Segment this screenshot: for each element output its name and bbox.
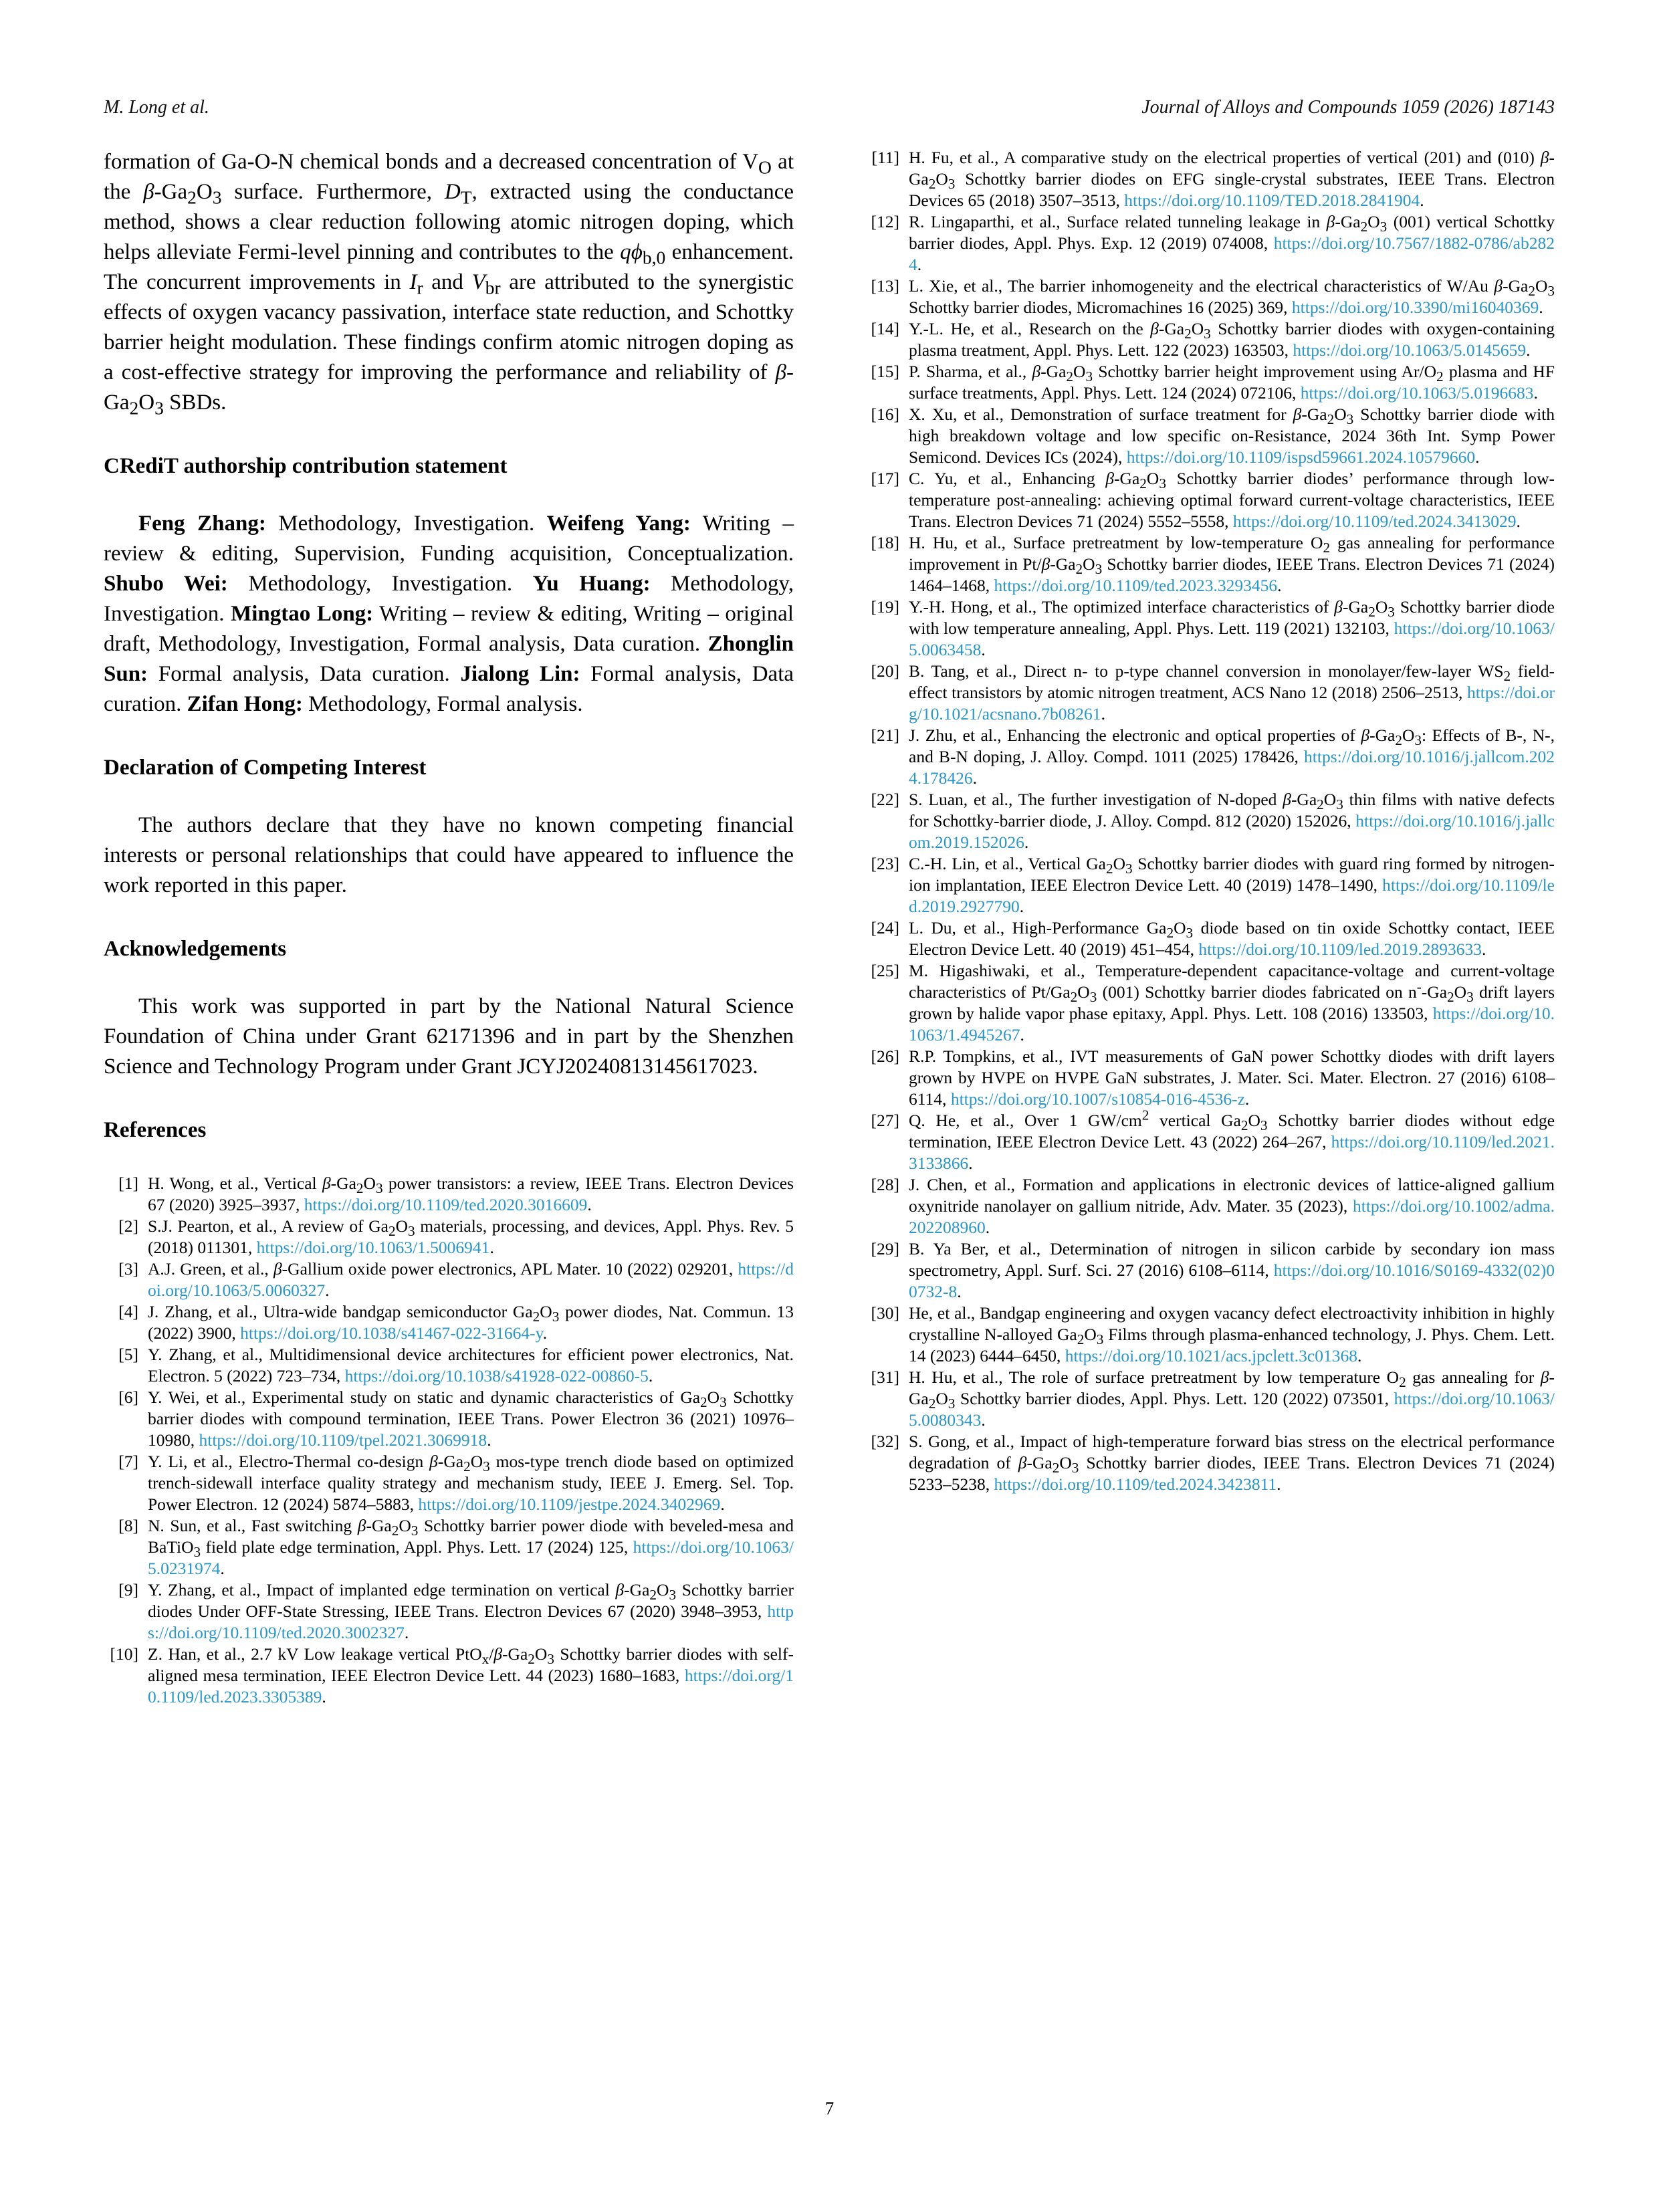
reference-text: Y.-H. Hong, et al., The optimized interface characteristics of $\beta-Ga_2O_3$ Schottky barrier diode with low temperature annealing, Appl. Phys. Lett. 119 (2021) 132103, https://doi.org/10.1063/5.0063458. [909, 597, 1555, 659]
reference-number: [17] [871, 469, 899, 488]
reference-item [865, 853, 1555, 917]
reference-item [865, 725, 1555, 789]
reference-text: R.P. Tompkins, et al., IVT measurements of GaN power Schottky diodes with drift layers grown by HVPE on HVPE GaN substrates, J. Mater. Sci. Mater. Electron. 27 (2016) 6108–6114, https://doi.org/10.1007/s10854-016-4536-z. [909, 1046, 1555, 1109]
reference-item [865, 361, 1555, 404]
reference-item [104, 1216, 794, 1258]
reference-number: [18] [871, 533, 899, 552]
reference-number: [6] [118, 1388, 138, 1407]
credit-section-body: Feng Zhang: Methodology, Investigation. Weifeng Yang: Writing – review & editing, Supervision, Funding acquisition, Conceptualization. Shubo Wei: Methodology, Investigation. Yu Huang: Methodology, Investigation. Mingtao Long: Writing – review & editing, Writing – original draft, Methodology, Investigation, Formal analysis, Data curation. Zhonglin Sun: Formal analysis, Data curation. Jialong Lin: Formal analysis, Data curation. Zifan Hong: Methodology, Formal analysis. [104, 512, 794, 716]
reference-item [104, 1387, 794, 1451]
doi-link[interactable]: https://doi.org/10.1109/led.2019.2927790 [909, 875, 1555, 916]
reference-number: [5] [118, 1345, 138, 1364]
doi-link[interactable]: https://doi.org/10.3390/mi16040369 [1291, 298, 1539, 317]
doi-link[interactable]: https://doi.org/10.1109/ted.2020.3016609 [304, 1195, 588, 1214]
reference-number: [28] [871, 1175, 899, 1194]
reference-item [865, 275, 1555, 318]
reference-text: Y. Zhang, et al., Impact of implanted edge termination on vertical $\beta-Ga_2O_3$ Schottky barrier diodes Under OFF-State Stressing, IEEE Trans. Electron Devices 67 (2020) 3948–3953, https://doi.org/10.1109/ted.2020.3002327. [148, 1580, 794, 1642]
doi-link[interactable]: https://doi.org/10.1007/s10854-016-4536-z [950, 1089, 1245, 1109]
declaration-section-body: The authors declare that they have no known competing financial interests or personal relationships that could have appeared to influence the work reported in this paper. [104, 813, 794, 897]
doi-link[interactable]: https://doi.org/10.1016/j.jallcom.2024.178426 [909, 747, 1555, 788]
reference-text: S. Gong, et al., Impact of high-temperature forward bias stress on the electrical performance degradation of $\beta-Ga_2O_3$ Schottky barrier diodes, IEEE Trans. Electron Devices 71 (2024) 5233–5238, https://doi.org/10.1109/ted.2024.3423811. [909, 1432, 1555, 1494]
reference-text: H. Fu, et al., A comparative study on the electrical properties of vertical (201) and (010) $\beta-Ga_2O_3$ Schottky barrier diodes on EFG single-crystal substrates, IEEE Trans. Electron Devices 65 (2018) 3507–3513, https://doi.org/10.1109/TED.2018.2841904. [909, 148, 1555, 210]
reference-item [865, 1431, 1555, 1495]
reference-item [865, 1107, 1555, 1174]
references-list-right [865, 147, 1555, 1495]
reference-text: L. Xie, et al., The barrier inhomogeneity and the electrical characteristics of W/Au $\beta-Ga_2O_3$ Schottky barrier diodes, Micromachines 16 (2025) 369, https://doi.org/10.3390/mi16040369. [909, 276, 1555, 317]
reference-text: H. Wong, et al., Vertical $\beta-Ga_2O_3$ power transistors: a review, IEEE Trans. Electron Devices 67 (2020) 3925–3937, https://doi.org/10.1109/ted.2020.3016609. [148, 1174, 794, 1214]
doi-link[interactable]: https://doi.org/10.1109/ted.2024.3423811 [994, 1474, 1277, 1494]
reference-text: C.-H. Lin, et al., Vertical $Ga_2O_3$ Schottky barrier diodes with guard ring formed by nitrogen-ion implantation, IEEE Electron Device Lett. 40 (2019) 1478–1490, https://doi.org/10.1109/led.2019.2927790. [909, 854, 1555, 916]
reference-item [865, 147, 1555, 211]
reference-text: P. Sharma, et al., $\beta-Ga_2O_3$ Schottky barrier height improvement using $Ar/O_2$ plasma and HF surface treatments, Appl. Phys. Lett. 124 (2024) 072106, https://doi.org/10.1063/5.0196683. [909, 362, 1555, 403]
running-head [104, 96, 1555, 119]
doi-link[interactable]: https://doi.org/10.7567/1882-0786/ab2824 [909, 233, 1555, 274]
doi-link[interactable]: https://doi.org/10.1109/TED.2018.2841904 [1124, 191, 1420, 210]
reference-number: [31] [871, 1367, 899, 1387]
reference-text: M. Higashiwaki, et al., Temperature-dependent capacitance-voltage and current-voltage characteristics of $Pt/Ga_2O_3$ (001) Schottky barrier diodes fabricated on $n^--Ga_2O_3$ drift layers grown by halide vapor phase epitaxy, Appl. Phys. Lett. 108 (2016) 133503, https://doi.org/10.1063/1.4945267. [909, 961, 1555, 1044]
doi-link[interactable]: https://doi.org/10.1038/s41928-022-00860-5 [344, 1366, 649, 1386]
reference-item [865, 318, 1555, 361]
reference-number: [3] [118, 1259, 138, 1279]
reference-text: R. Lingaparthi, et al., Surface related tunneling leakage in $\beta-Ga_2O_3$ (001) vertical Schottky barrier diodes, Appl. Phys. Exp. 12 (2019) 074008, https://doi.org/10.7567/1882-0786/ab2824. [909, 212, 1555, 274]
references-heading: References [104, 1118, 207, 1142]
page-number: 7 [824, 2098, 835, 2118]
two-column-body [104, 147, 1555, 1708]
reference-item [865, 1303, 1555, 1367]
doi-link[interactable]: https://doi.org/10.1063/5.0060327 [148, 1259, 794, 1300]
reference-item [865, 468, 1555, 532]
reference-text: B. Tang, et al., Direct n- to p-type channel conversion in monolayer/few-layer $WS_2$ field-effect transistors by atomic nitrogen treatment, ACS Nano 12 (2018) 2506–2513, https://doi.org/10.1021/acsnano.7b08261. [909, 661, 1555, 724]
reference-item [104, 1515, 794, 1579]
reference-number: [30] [871, 1303, 899, 1323]
reference-text: S.J. Pearton, et al., A review of $Ga_2O_3$ materials, processing, and devices, Appl. Phys. Rev. 5 (2018) 011301, https://doi.org/10.1063/1.5006941. [148, 1216, 794, 1257]
doi-link[interactable]: https://doi.org/10.1063/5.0196683 [1300, 383, 1534, 403]
reference-number: [25] [871, 961, 899, 980]
reference-text: Q. He, et al., Over 1 $GW/cm^2$ vertical $Ga_2O_3$ Schottky barrier diodes without edge termination, IEEE Electron Device Lett. 43 (2022) 264–267, https://doi.org/10.1109/led.2021.3133866. [909, 1107, 1555, 1173]
doi-link[interactable]: https://doi.org/10.1021/acs.jpclett.3c01368 [1065, 1346, 1357, 1365]
reference-item [865, 211, 1555, 275]
doi-link[interactable]: https://doi.org/10.1021/acsnano.7b08261 [909, 683, 1555, 724]
doi-link[interactable]: https://doi.org/10.1063/5.0080343 [909, 1389, 1555, 1430]
reference-number: [27] [871, 1111, 899, 1130]
reference-item [865, 1238, 1555, 1303]
doi-link[interactable]: https://doi.org/10.1063/1.4945267 [909, 1004, 1555, 1044]
reference-number: [24] [871, 918, 899, 937]
doi-link[interactable]: https://doi.org/10.1109/ted.2023.3293456 [994, 576, 1278, 595]
reference-number: [20] [871, 661, 899, 681]
reference-item [865, 1367, 1555, 1431]
doi-link[interactable]: https://doi.org/10.1109/led.2019.2893633 [1198, 939, 1482, 959]
reference-text: Z. Han, et al., 2.7 kV Low leakage vertical $PtO_x/\beta-Ga_2O_3$ Schottky barrier diodes with self-aligned mesa termination, IEEE Electron Device Lett. 44 (2023) 1680–1683, https://doi.org/10.1109/led.2023.3305389. [148, 1644, 794, 1706]
reference-text: Y. Wei, et al., Experimental study on static and dynamic characteristics of $Ga_2O_3$ Schottky barrier diodes with compound termination, IEEE Trans. Power Electron 36 (2021) 10976–10980, https://doi.org/10.1109/tpel.2021.3069918. [148, 1388, 794, 1450]
reference-number: [14] [871, 319, 899, 338]
credit-section-heading: CRediT authorship contribution statement [104, 454, 508, 478]
reference-item [865, 917, 1555, 960]
acknowledgements-section-body: This work was supported in part by the National Natural Science Foundation of China under Grant 62171396 and in part by the Shenzhen Science and Technology Program under Grant JCYJ20240813145617023. [104, 994, 794, 1079]
doi-link[interactable]: https://doi.org/10.1109/tpel.2021.3069918 [199, 1430, 487, 1450]
references-list-left [104, 1173, 794, 1708]
reference-number: [19] [871, 597, 899, 617]
reference-number: [7] [118, 1452, 138, 1471]
reference-item [865, 661, 1555, 725]
reference-number: [15] [871, 362, 899, 381]
reference-text: A.J. Green, et al., β-Gallium oxide power electronics, APL Mater. 10 (2022) 029201, https://doi.org/10.1063/5.0060327. [148, 1259, 794, 1300]
reference-text: Y.-L. He, et al., Research on the $\beta-Ga_2O_3$ Schottky barrier diodes with oxygen-containing plasma treatment, Appl. Phys. Lett. 122 (2023) 163503, https://doi.org/10.1063/5.0145659. [909, 319, 1555, 360]
reference-number: [32] [871, 1432, 899, 1451]
reference-number: [16] [871, 405, 899, 424]
reference-number: [10] [110, 1644, 138, 1664]
reference-number: [13] [871, 276, 899, 296]
reference-number: [23] [871, 854, 899, 873]
reference-text: Y. Li, et al., Electro-Thermal co-design $\beta-Ga_2O_3$ mos-type trench diode based on optimized trench-sidewall interface quality strategy and mechanism study, IEEE J. Emerg. Sel. Top. Power Electron. 12 (2024) 5874–5883, https://doi.org/10.1109/jestpe.2024.3402969. [148, 1452, 794, 1514]
doi-link[interactable]: https://doi.org/10.1063/5.0063458 [909, 619, 1555, 659]
reference-number: [21] [871, 726, 899, 745]
reference-item [104, 1579, 794, 1644]
left-column [104, 147, 794, 1708]
doi-link[interactable]: https://doi.org/10.1002/adma.202208960 [909, 1196, 1555, 1237]
reference-number: [9] [118, 1580, 138, 1599]
reference-item [865, 1046, 1555, 1110]
doi-link[interactable]: https://doi.org/10.1109/led.2023.3305389 [148, 1666, 794, 1706]
reference-item [865, 532, 1555, 596]
reference-text: C. Yu, et al., Enhancing $\beta-Ga_2O_3$ Schottky barrier diodes’ performance through low-temperature post-annealing: achieving optimal forward current-voltage characteristics, IEEE Trans. Electron Devices 71 (2024) 5552–5558, https://doi.org/10.1109/ted.2024.3413029. [909, 469, 1555, 531]
reference-text: N. Sun, et al., Fast switching $\beta-Ga_2O_3$ Schottky barrier power diode with beveled-mesa and BaTiO$_3$ field plate edge termination, Appl. Phys. Lett. 17 (2024) 125, https://doi.org/10.1063/5.0231974. [148, 1516, 794, 1578]
reference-number: [1] [118, 1174, 138, 1193]
reference-text: X. Xu, et al., Demonstration of surface treatment for $\beta-Ga_2O_3$ Schottky barrier diode with high breakdown voltage and low specific on-Resistance, 2024 36th Int. Symp Power Semicond. Devices ICs (2024), https://doi.org/10.1109/ispsd59661.2024.10579660. [909, 405, 1555, 467]
reference-item [865, 596, 1555, 661]
doi-link[interactable]: https://doi.org/10.1109/jestpe.2024.3402969 [418, 1495, 721, 1514]
reference-item [104, 1344, 794, 1387]
right-column [865, 147, 1555, 1708]
doi-link[interactable]: https://doi.org/10.1038/s41467-022-31664-y [240, 1323, 543, 1343]
doi-link[interactable]: https://doi.org/10.1109/ispsd59661.2024.10579660 [1126, 447, 1476, 467]
reference-text: B. Ya Ber, et al., Determination of nitrogen in silicon carbide by secondary ion mass spectrometry, Appl. Surf. Sci. 27 (2016) 6108–6114, https://doi.org/10.1016/S0169-4332(02)00732-8. [909, 1239, 1555, 1301]
doi-link[interactable]: https://doi.org/10.1109/ted.2024.3413029 [1232, 512, 1517, 531]
declaration-section-heading: Declaration of Competing Interest [104, 756, 427, 780]
reference-text: J. Chen, et al., Formation and applications in electronic devices of lattice-aligned gallium oxynitride nanolayer on gallium nitride, Adv. Mater. 35 (2023), https://doi.org/10.1002/adma.202208960. [909, 1175, 1555, 1237]
reference-number: [22] [871, 790, 899, 809]
running-head-authors: M. Long et al. [104, 97, 209, 118]
doi-link[interactable]: https://doi.org/10.1016/j.jallcom.2019.152026 [909, 811, 1555, 852]
reference-number: [11] [871, 148, 899, 167]
reference-text: H. Hu, et al., Surface pretreatment by low-temperature $O_2$ gas annealing for performance improvement in $Pt/\beta-Ga_2O_3$ Schottky barrier diodes, IEEE Trans. Electron Devices 71 (2024) 1464–1468, https://doi.org/10.1109/ted.2023.3293456. [909, 533, 1555, 595]
doi-link[interactable]: https://doi.org/10.1016/S0169-4332(02)00732-8 [909, 1260, 1555, 1301]
reference-item [104, 1301, 794, 1344]
reference-text: J. Zhu, et al., Enhancing the electronic and optical properties of $\beta-Ga_2O_3$: Effects of B-, N-, and B-N doping, J. Alloy. Compd. 1011 (2025) 178426, https://doi.org/10.1016/j.jallcom.2024.178426. [909, 726, 1555, 788]
reference-number: [12] [871, 212, 899, 231]
reference-text: L. Du, et al., High-Performance $Ga_2O_3$ diode based on tin oxide Schottky contact, IEEE Electron Device Lett. 40 (2019) 451–454, https://doi.org/10.1109/led.2019.2893633. [909, 918, 1555, 959]
reference-item [104, 1173, 794, 1216]
intro-paragraph: formation of Ga-O-N chemical bonds and a decreased concentration of $V_O$ at the $\beta-Ga_2O_3$ surface. Furthermore, $D_T$, extracted using the conductance method, shows a clear reduction following atomic nitrogen doping, which helps alleviate Fermi-level pinning and contributes to the $q\phi_{b,0}$ enhancement. The concurrent improvements in $I_r$ and $V_{br}$ are attributed to the synergistic effects of oxygen vacancy passivation, interface state reduction, and Schottky barrier height modulation. These findings confirm atomic nitrogen doping as a cost-effective strategy for improving the performance and reliability of $\beta-Ga_2O_3$ SBDs. [104, 150, 794, 419]
reference-text: S. Luan, et al., The further investigation of N-doped $\beta-Ga_2O_3$ thin films with native defects for Schottky-barrier diode, J. Alloy. Compd. 812 (2020) 152026, https://doi.org/10.1016/j.jallcom.2019.152026. [909, 790, 1555, 852]
reference-number: [26] [871, 1046, 899, 1066]
doi-link[interactable]: https://doi.org/10.1109/led.2021.3133866 [909, 1132, 1555, 1173]
doi-link[interactable]: https://doi.org/10.1109/ted.2020.3002327 [148, 1601, 794, 1642]
reference-text: Y. Zhang, et al., Multidimensional device architectures for efficient power electronics, Nat. Electron. 5 (2022) 723–734, https://doi.org/10.1038/s41928-022-00860-5. [148, 1345, 794, 1386]
reference-text: H. Hu, et al., The role of surface pretreatment by low temperature $O_2$ gas annealing for $\beta-Ga_2O_3$ Schottky barrier diodes, Appl. Phys. Lett. 120 (2022) 073501, https://doi.org/10.1063/5.0080343. [909, 1367, 1555, 1430]
reference-item [865, 404, 1555, 468]
reference-number: [8] [118, 1516, 138, 1535]
acknowledgements-section-heading: Acknowledgements [104, 937, 287, 961]
reference-item [104, 1451, 794, 1515]
reference-text: He, et al., Bandgap engineering and oxygen vacancy defect electroactivity inhibition in highly crystalline N-alloyed $Ga_2O_3$ Films through plasma-enhanced technology, J. Phys. Chem. Lett. 14 (2023) 6444–6450, https://doi.org/10.1021/acs.jpclett.3c01368. [909, 1303, 1555, 1365]
reference-number: [2] [118, 1216, 138, 1236]
reference-item [865, 960, 1555, 1046]
reference-number: [4] [118, 1302, 138, 1321]
reference-number: [29] [871, 1239, 899, 1258]
doi-link[interactable]: https://doi.org/10.1063/5.0231974 [148, 1537, 794, 1578]
reference-item [104, 1644, 794, 1708]
doi-link[interactable]: https://doi.org/10.1063/5.0145659 [1293, 340, 1527, 360]
reference-text: J. Zhang, et al., Ultra-wide bandgap semiconductor $Ga_2O_3$ power diodes, Nat. Commun. 13 (2022) 3900, https://doi.org/10.1038/s41467-022-31664-y. [148, 1302, 794, 1343]
reference-item [865, 789, 1555, 853]
page-footer [0, 2098, 1659, 2119]
reference-item [104, 1258, 794, 1301]
reference-item [865, 1174, 1555, 1238]
doi-link[interactable]: https://doi.org/10.1063/1.5006941 [256, 1238, 490, 1257]
running-head-journal: Journal of Alloys and Compounds 1059 (2026) 187143 [1141, 97, 1555, 118]
